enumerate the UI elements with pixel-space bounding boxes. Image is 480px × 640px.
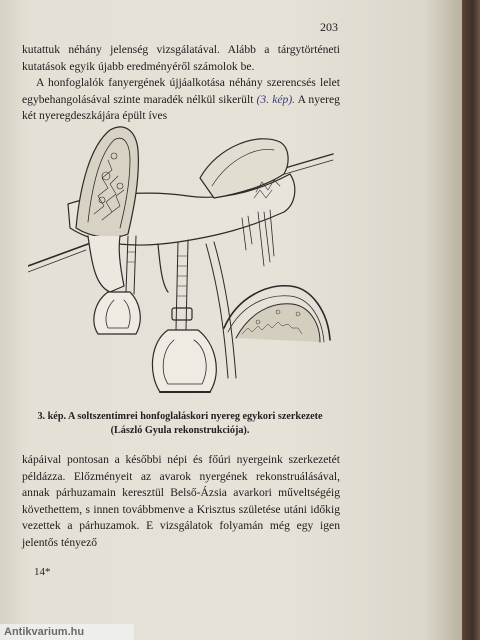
- figure-caption: [18, 410, 342, 438]
- signature-mark: 14*: [34, 566, 51, 578]
- body-text-bottom: [22, 452, 340, 552]
- paragraph-1: kutattuk néhány jelenség vizsgálatával. Alább a tárgytörténeti kutatások egyik újabb eredményéről számolok be.: [22, 43, 340, 73]
- saddle-illustration: [28, 116, 338, 406]
- figure-reference: (3. kép).: [256, 92, 296, 106]
- paragraph-2-tail: A nyereg két nyeregdeszkájára épült íves: [22, 92, 340, 123]
- watermark-label: Antikvarium.hu: [0, 624, 134, 640]
- paragraph-3: kápáival pontosan a későbbi népi és főúri nyergeink szerkezetét példázza. Előzményeit az avarok nyergének rekonstruálásával, annak párhuzamain keresztül Belső-Ázsia avarkori műveltségéig követhettem, s innen továbbmenve a Krisztus születése utáni időkig vezettek a párhuzamok. E vizsgálatok folyamán még egy igen jelentős tényező: [22, 453, 340, 549]
- page-number: 203: [320, 20, 338, 34]
- caption-line-1: 3. kép. A soltszentimrei honfoglaláskori nyereg egykori szerkezete: [37, 411, 323, 422]
- book-spine-edge: [462, 0, 480, 640]
- paragraph-2-text: A honfoglalók fanyergének újjáalkotása néhány szerencsés lelet egybehangolásával szinte maradék nélkül sikerült: [22, 76, 340, 106]
- caption-line-2: (László Gyula rekonstrukciója).: [110, 425, 250, 436]
- body-text-top: [22, 42, 340, 125]
